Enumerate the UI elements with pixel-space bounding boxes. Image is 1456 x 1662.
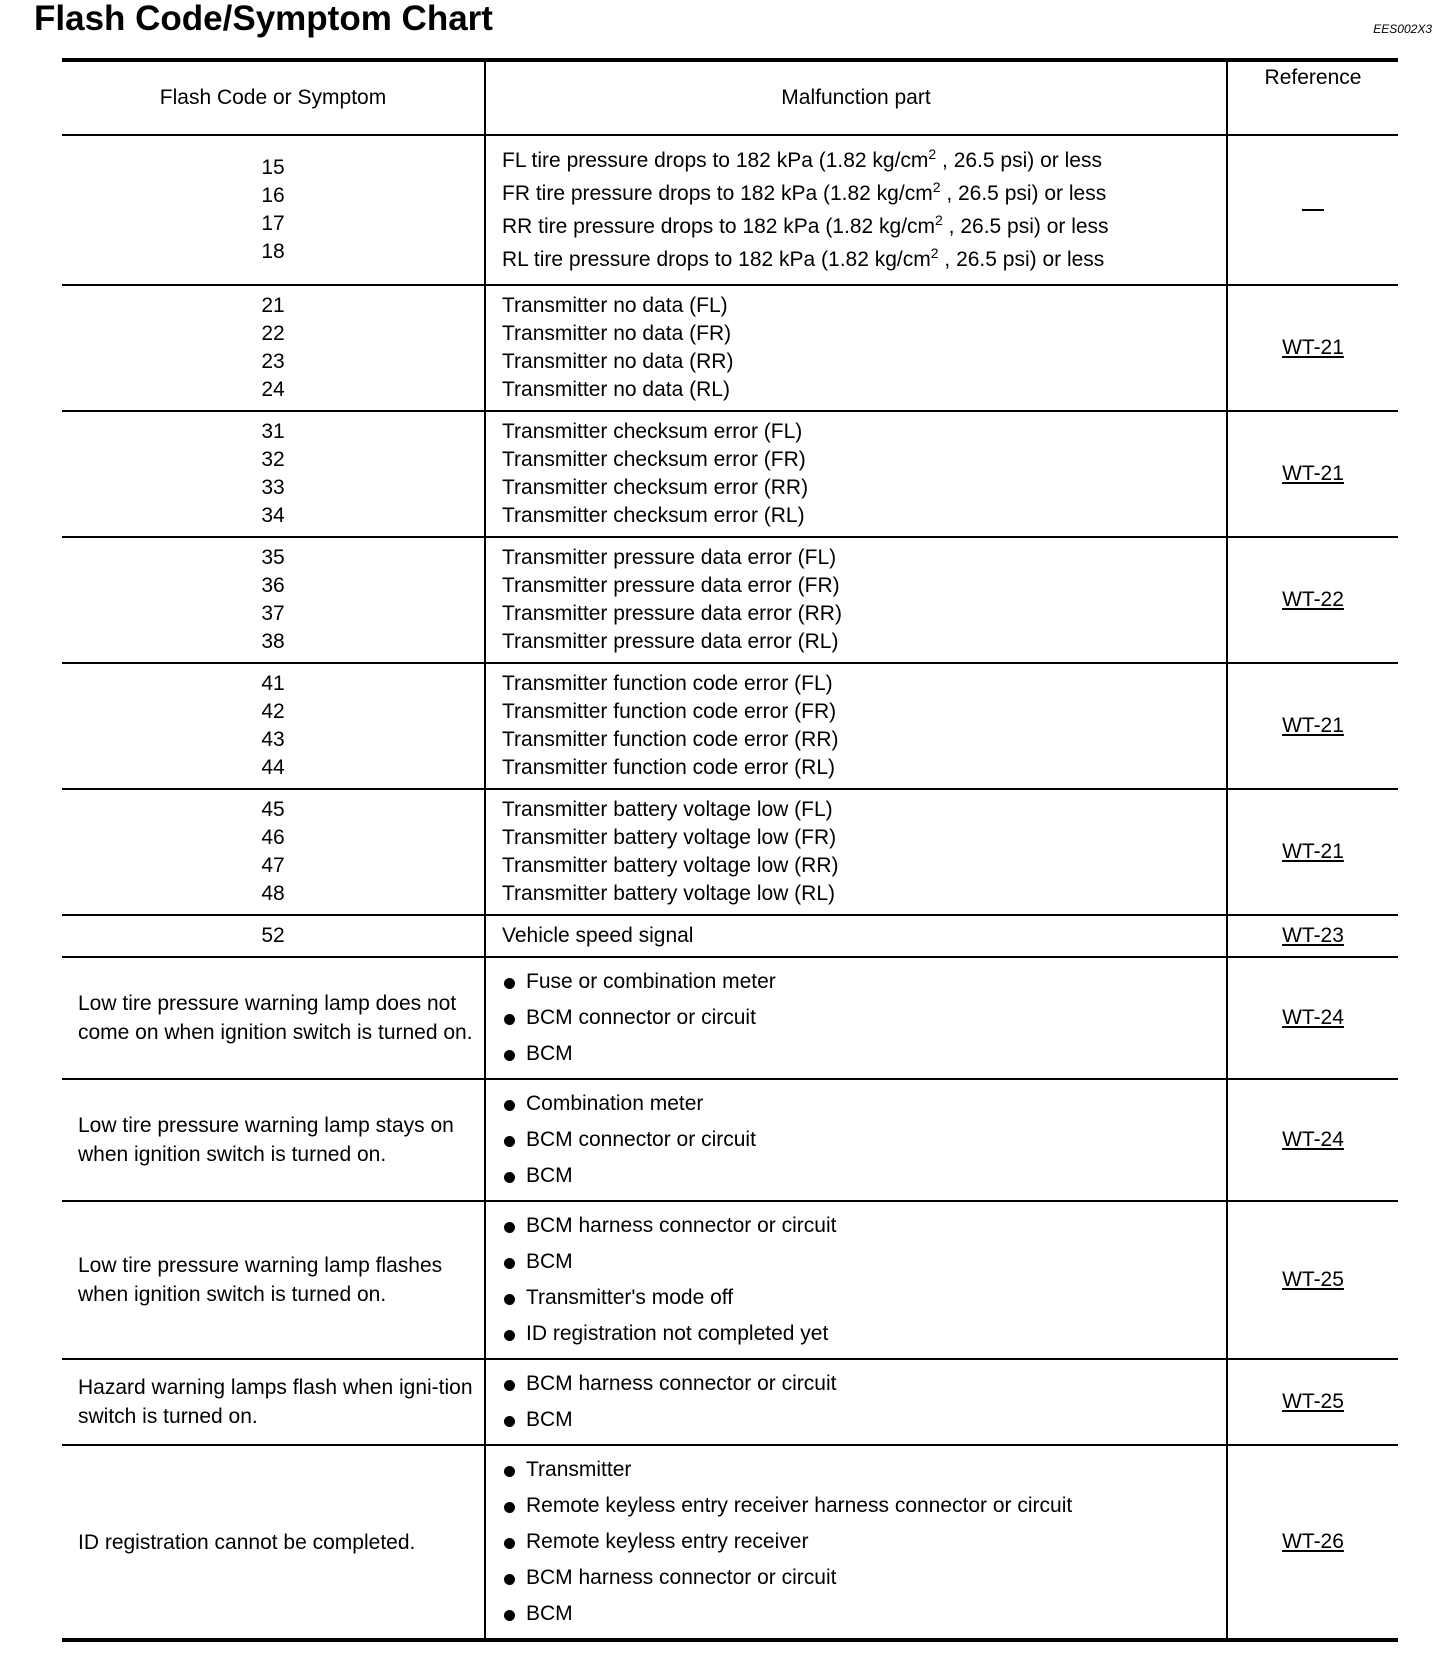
symptom-cell: Low tire pressure warning lamp does not come on when ignition switch is turned on. (62, 957, 485, 1079)
malfunction-part: Transmitter no data (RL) (502, 378, 730, 401)
parts-cell (485, 1079, 1227, 1201)
parts-cell (485, 915, 1227, 957)
malfunction-part: RL tire pressure drops to 182 kPa (1.82 $kg/cm^2$ , 26.5 psi) or less (502, 245, 1105, 271)
list-item: BCM (502, 1596, 1216, 1632)
table-row (62, 1359, 1398, 1445)
list-item: BCM connector or circuit (502, 1000, 1216, 1036)
parts-cell (485, 1445, 1227, 1640)
symptom-cell: Low tire pressure warning lamp stays on when ignition switch is turned on. (62, 1079, 485, 1201)
symptom-cell: Hazard warning lamps flash when igni-tion switch is turned on. (62, 1359, 485, 1445)
malfunction-part: Transmitter pressure data error (FR) (502, 574, 840, 597)
code-cell (62, 663, 485, 789)
reference-cell (1227, 1445, 1398, 1640)
table-row (62, 411, 1398, 537)
table-header-row (62, 60, 1398, 135)
flash-code: 42 (261, 700, 285, 723)
list-item: Transmitter (502, 1452, 1216, 1488)
malfunction-part: Transmitter no data (FR) (502, 322, 732, 345)
malfunction-part-list (502, 1452, 1216, 1632)
table-row (62, 135, 1398, 285)
reference-link[interactable]: WT-24 (1282, 1006, 1344, 1029)
list-item: BCM harness connector or circuit (502, 1366, 1216, 1402)
parts-cell (485, 663, 1227, 789)
malfunction-part: Transmitter no data (RR) (502, 350, 734, 373)
flash-code: 34 (261, 504, 285, 527)
reference-cell (1227, 411, 1398, 537)
reference-cell (1227, 915, 1398, 957)
malfunction-part: Transmitter pressure data error (RR) (502, 602, 842, 625)
malfunction-part: Transmitter checksum error (RR) (502, 476, 809, 499)
table-row (62, 915, 1398, 957)
reference-link[interactable]: WT-24 (1282, 1128, 1344, 1151)
list-item: Fuse or combination meter (502, 964, 1216, 1000)
list-item: BCM (502, 1158, 1216, 1194)
reference-link[interactable]: WT-21 (1282, 336, 1344, 359)
list-item: BCM harness connector or circuit (502, 1560, 1216, 1596)
flash-code-table (62, 58, 1398, 1642)
flash-code: 46 (261, 826, 285, 849)
flash-code: 44 (261, 756, 285, 779)
code-cell (62, 789, 485, 915)
table-row (62, 1445, 1398, 1640)
page-title: Flash Code/Symptom Chart (34, 0, 493, 38)
malfunction-part: Transmitter battery voltage low (RL) (502, 882, 835, 905)
reference-cell (1227, 1359, 1398, 1445)
parts-cell (485, 1201, 1227, 1359)
code-cell (62, 135, 485, 285)
reference-cell (1227, 1201, 1398, 1359)
list-item: ID registration not completed yet (502, 1316, 1216, 1352)
parts-cell (485, 957, 1227, 1079)
reference-link[interactable]: WT-21 (1282, 840, 1344, 863)
flash-code: 24 (261, 378, 285, 401)
symptom-cell: ID registration cannot be completed. (62, 1445, 485, 1640)
flash-code: 38 (261, 630, 285, 653)
flash-code: 37 (261, 602, 285, 625)
flash-code: 17 (261, 212, 285, 235)
code-cell (62, 915, 485, 957)
reference-cell (1227, 537, 1398, 663)
reference-link[interactable]: WT-26 (1282, 1530, 1344, 1553)
reference-link[interactable]: WT-22 (1282, 588, 1344, 611)
header-malfunction-part: Malfunction part (485, 60, 1227, 135)
flash-code: 15 (261, 156, 285, 179)
parts-cell (485, 537, 1227, 663)
table-row (62, 789, 1398, 915)
table-row (62, 663, 1398, 789)
malfunction-part: Vehicle speed signal (502, 924, 694, 947)
symptom-cell: Low tire pressure warning lamp flashes when ignition switch is turned on. (62, 1201, 485, 1359)
parts-cell (485, 1359, 1227, 1445)
flash-code: 16 (261, 184, 285, 207)
flash-code: 36 (261, 574, 285, 597)
malfunction-part-list (502, 1208, 1216, 1352)
malfunction-part: Transmitter battery voltage low (RR) (502, 854, 839, 877)
flash-code: 48 (261, 882, 285, 905)
list-item: BCM (502, 1036, 1216, 1072)
reference-cell (1227, 957, 1398, 1079)
parts-cell (485, 789, 1227, 915)
reference-link[interactable]: WT-25 (1282, 1390, 1344, 1413)
no-reference-dash (1302, 209, 1324, 211)
malfunction-part: FR tire pressure drops to 182 kPa (1.82 $kg/cm^2$ , 26.5 psi) or less (502, 179, 1107, 205)
list-item: Remote keyless entry receiver harness connector or circuit (502, 1488, 1216, 1524)
table-row (62, 285, 1398, 411)
table-body (62, 135, 1398, 1640)
malfunction-part-list (502, 1366, 1216, 1438)
table-row (62, 1201, 1398, 1359)
malfunction-part-list (502, 964, 1216, 1072)
flash-code: 33 (261, 476, 285, 499)
reference-link[interactable]: WT-21 (1282, 714, 1344, 737)
flash-code: 35 (261, 546, 285, 569)
reference-cell (1227, 1079, 1398, 1201)
malfunction-part: RR tire pressure drops to 182 kPa (1.82 $kg/cm^2$ , 26.5 psi) or less (502, 212, 1109, 238)
malfunction-part: Transmitter function code error (RL) (502, 756, 835, 779)
reference-cell (1227, 789, 1398, 915)
list-item: BCM connector or circuit (502, 1122, 1216, 1158)
list-item: Remote keyless entry receiver (502, 1524, 1216, 1560)
code-cell (62, 537, 485, 663)
malfunction-part: Transmitter function code error (RR) (502, 728, 839, 751)
doc-code: EES002X3 (1373, 22, 1432, 36)
flash-code: 45 (261, 798, 285, 821)
flash-code: 32 (261, 448, 285, 471)
table-row (62, 957, 1398, 1079)
list-item: Combination meter (502, 1086, 1216, 1122)
malfunction-part: Transmitter checksum error (RL) (502, 504, 805, 527)
code-cell (62, 285, 485, 411)
malfunction-part: Transmitter function code error (FL) (502, 672, 833, 695)
flash-code: 18 (261, 240, 285, 263)
parts-cell (485, 135, 1227, 285)
list-item: BCM (502, 1244, 1216, 1280)
flash-code: 31 (261, 420, 285, 443)
code-cell (62, 411, 485, 537)
header-flash-code: Flash Code or Symptom (62, 60, 485, 135)
reference-link[interactable]: WT-23 (1282, 924, 1344, 947)
flash-code: 47 (261, 854, 285, 877)
reference-cell (1227, 663, 1398, 789)
header-reference: Reference (1227, 60, 1398, 135)
malfunction-part: Transmitter pressure data error (FL) (502, 546, 837, 569)
flash-code: 43 (261, 728, 285, 751)
malfunction-part: FL tire pressure drops to 182 kPa (1.82 $kg/cm^2$ , 26.5 psi) or less (502, 146, 1102, 172)
flash-code: 21 (261, 294, 285, 317)
malfunction-part: Transmitter battery voltage low (FR) (502, 826, 837, 849)
reference-link[interactable]: WT-25 (1282, 1268, 1344, 1291)
list-item: BCM (502, 1402, 1216, 1438)
malfunction-part: Transmitter pressure data error (RL) (502, 630, 839, 653)
parts-cell (485, 285, 1227, 411)
malfunction-part: Transmitter battery voltage low (FL) (502, 798, 833, 821)
malfunction-part: Transmitter checksum error (FR) (502, 448, 806, 471)
flash-code: 23 (261, 350, 285, 373)
malfunction-part: Transmitter no data (FL) (502, 294, 728, 317)
list-item: Transmitter's mode off (502, 1280, 1216, 1316)
reference-cell (1227, 285, 1398, 411)
flash-code: 22 (261, 322, 285, 345)
parts-cell (485, 411, 1227, 537)
malfunction-part: Transmitter function code error (FR) (502, 700, 837, 723)
flash-code: 41 (261, 672, 285, 695)
table-row (62, 537, 1398, 663)
reference-cell (1227, 135, 1398, 285)
reference-link[interactable]: WT-21 (1282, 462, 1344, 485)
flash-code: 52 (261, 924, 285, 947)
table-row (62, 1079, 1398, 1201)
list-item: BCM harness connector or circuit (502, 1208, 1216, 1244)
malfunction-part: Transmitter checksum error (FL) (502, 420, 803, 443)
malfunction-part-list (502, 1086, 1216, 1194)
